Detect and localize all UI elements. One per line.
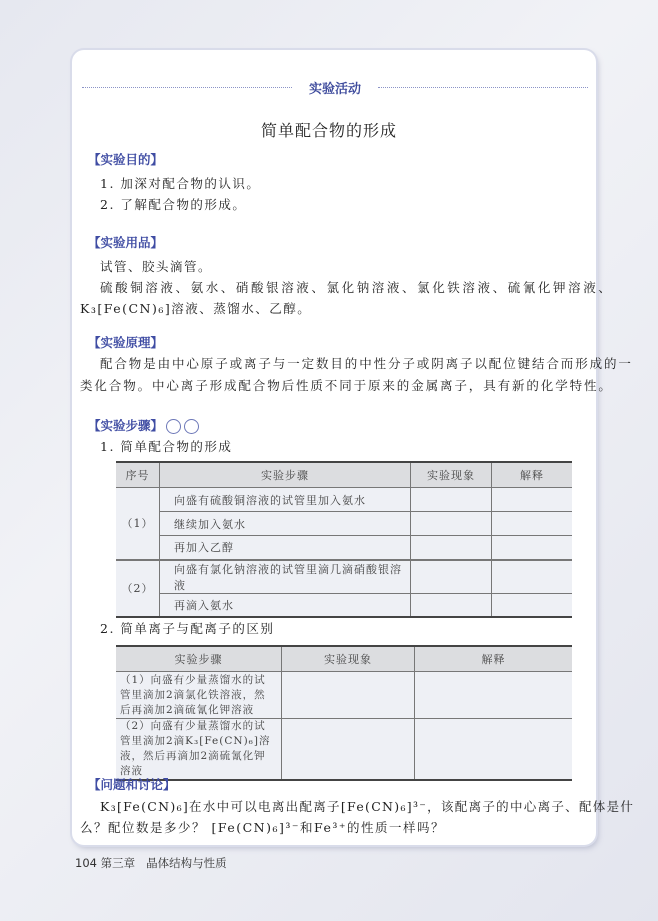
discussion-line: 么？配位数是多少？ [Fe(CN)₆]³⁻和Fe³⁺的性质一样吗？ bbox=[80, 820, 445, 835]
step-cell: 向盛有硫酸铜溶液的试管里加入氨水 bbox=[160, 488, 411, 512]
step-cell: 再滴入氨水 bbox=[160, 593, 411, 617]
observation-cell[interactable] bbox=[411, 560, 492, 594]
hand-wash-icon bbox=[184, 419, 199, 434]
page-footer bbox=[75, 855, 227, 871]
table-header: 解释 bbox=[415, 646, 573, 672]
formation-table bbox=[116, 461, 572, 618]
group-label: （1） bbox=[116, 488, 160, 560]
observation-cell[interactable] bbox=[282, 672, 415, 719]
explanation-cell[interactable] bbox=[415, 719, 573, 781]
step-cell: 继续加入氨水 bbox=[160, 512, 411, 536]
table-header: 解释 bbox=[492, 462, 573, 488]
group-label: （2） bbox=[116, 560, 160, 618]
supplies-line: 硫酸铜溶液、氨水、硝酸银溶液、氯化钠溶液、氯化铁溶液、硫氰化钾溶液、 bbox=[100, 280, 614, 295]
supplies-line: K₃[Fe(CN)₆]溶液、蒸馏水、乙醇。 bbox=[80, 301, 312, 316]
goggles-icon bbox=[166, 419, 181, 434]
page-title: 简单配合物的形成 bbox=[260, 121, 397, 140]
table-row bbox=[116, 719, 572, 781]
page-number: 104 bbox=[75, 856, 97, 870]
table-header: 实验步骤 bbox=[116, 646, 282, 672]
supplies-heading: 【实验用品】 bbox=[88, 235, 164, 250]
explanation-cell[interactable] bbox=[415, 672, 573, 719]
observation-cell[interactable] bbox=[411, 512, 492, 536]
chapter-label: 第三章 bbox=[100, 856, 136, 870]
table-row bbox=[116, 593, 572, 617]
steps-heading bbox=[88, 416, 199, 434]
explanation-cell[interactable] bbox=[492, 512, 573, 536]
table-header: 实验步骤 bbox=[160, 462, 411, 488]
purpose-item: 1. 加深对配合物的认识。 bbox=[100, 176, 261, 191]
principle-line: 类化合物。中心离子形成配合物后性质不同于原来的金属离子，具有新的化学特性。 bbox=[80, 378, 613, 393]
observation-cell[interactable] bbox=[411, 488, 492, 512]
observation-cell[interactable] bbox=[411, 593, 492, 617]
table-header: 实验现象 bbox=[411, 462, 492, 488]
step-cell: （2）向盛有少量蒸馏水的试管里滴加2滴K₃[Fe(CN)₆]溶液，然后再滴加2滴硫氰化钾溶液 bbox=[116, 719, 282, 781]
steps-subheading: 2. 简单离子与配离子的区别 bbox=[100, 621, 275, 636]
table-row bbox=[116, 512, 572, 536]
banner-label: 实验活动 bbox=[301, 82, 369, 97]
explanation-cell[interactable] bbox=[492, 488, 573, 512]
step-cell: 向盛有氯化钠溶液的试管里滴几滴硝酸银溶液 bbox=[160, 560, 411, 594]
discussion-heading: 【问题和讨论】 bbox=[88, 777, 176, 792]
step-cell: 再加入乙醇 bbox=[160, 536, 411, 560]
explanation-cell[interactable] bbox=[492, 536, 573, 560]
observation-cell[interactable] bbox=[411, 536, 492, 560]
observation-cell[interactable] bbox=[282, 719, 415, 781]
explanation-cell[interactable] bbox=[492, 593, 573, 617]
principle-heading: 【实验原理】 bbox=[88, 335, 164, 350]
explanation-cell[interactable] bbox=[492, 560, 573, 594]
table-header: 实验现象 bbox=[282, 646, 415, 672]
supplies-line: 试管、胶头滴管。 bbox=[100, 259, 213, 274]
purpose-heading: 【实验目的】 bbox=[88, 152, 164, 167]
table-row bbox=[116, 536, 572, 560]
step-cell: （1）向盛有少量蒸馏水的试管里滴加2滴氯化铁溶液，然后再滴加2滴硫氰化钾溶液 bbox=[116, 672, 282, 719]
discussion-line: K₃[Fe(CN)₆]在水中可以电离出配离子[Fe(CN)₆]³⁻，该配离子的中心离子、配体是什 bbox=[100, 799, 635, 814]
purpose-item: 2. 了解配合物的形成。 bbox=[100, 197, 247, 212]
principle-line: 配合物是由中心原子或离子与一定数目的中性分子或阴离子以配位键结合而形成的一 bbox=[100, 356, 633, 371]
chapter-title: 晶体结构与性质 bbox=[146, 856, 227, 870]
steps-heading-label: 【实验步骤】 bbox=[88, 418, 164, 433]
steps-subheading: 1. 简单配合物的形成 bbox=[100, 439, 233, 454]
table-header: 序号 bbox=[116, 462, 160, 488]
table-row bbox=[116, 560, 572, 594]
activity-banner bbox=[82, 78, 588, 96]
table-row bbox=[116, 672, 572, 719]
table-row bbox=[116, 488, 572, 512]
ion-comparison-table bbox=[116, 645, 572, 781]
